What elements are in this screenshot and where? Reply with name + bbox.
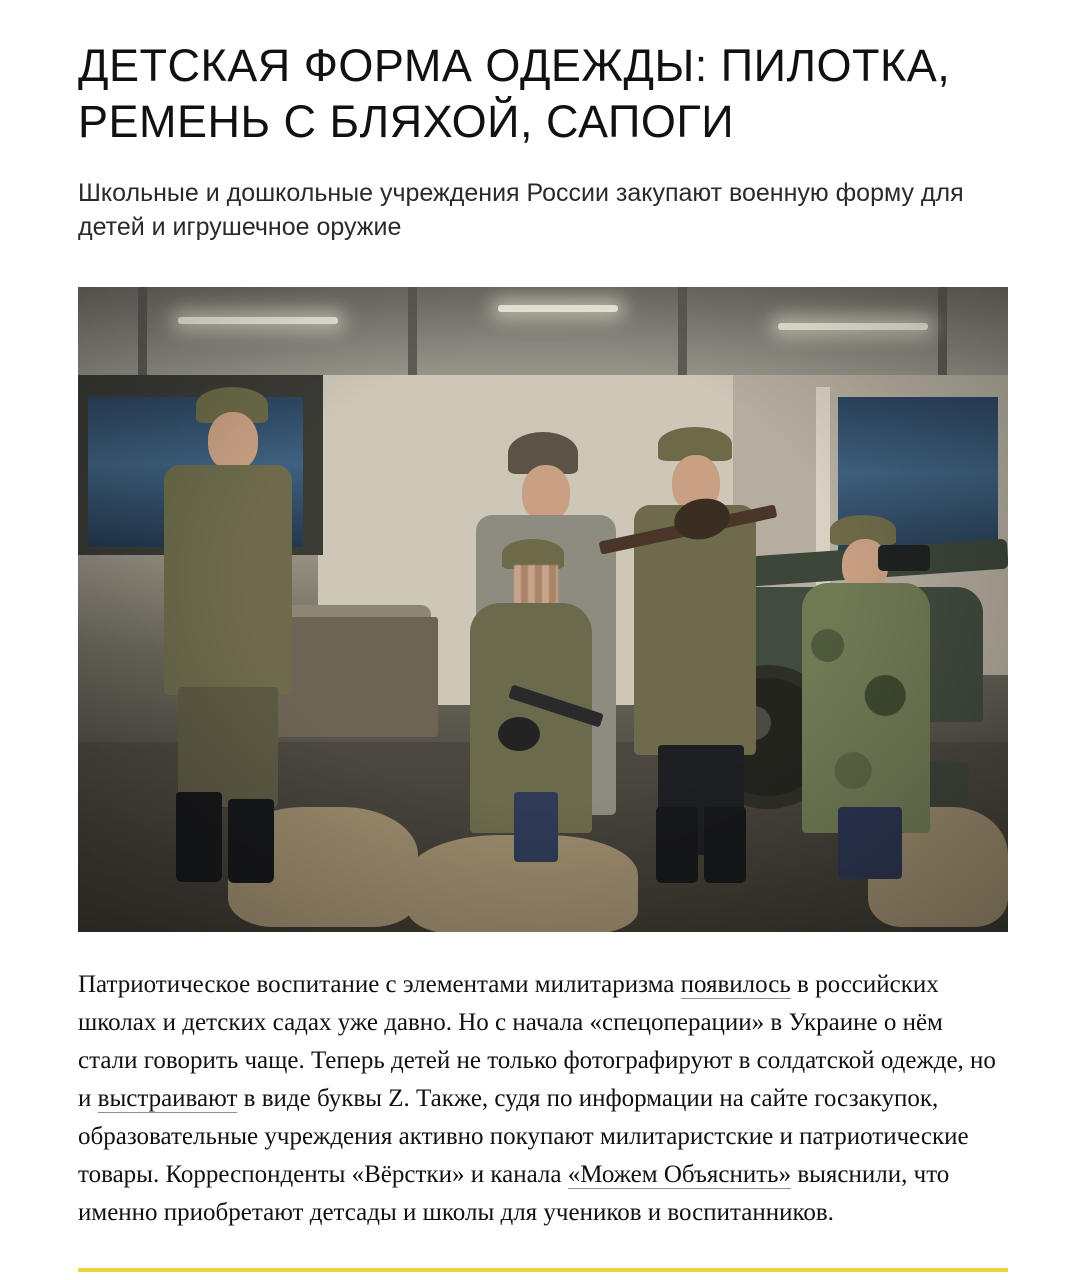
accent-rule [78,1268,1008,1272]
body-link-mozhem-obyasnit[interactable]: «Можем Объяснить» [567,1160,792,1188]
photo-image [78,287,1008,932]
page-title: ДЕТСКАЯ ФОРМА ОДЕЖДЫ: ПИЛОТКА, РЕМЕНЬ С БЛЯХОЙ, САПОГИ [78,40,951,147]
article-standfirst: Школьные и дошкольные учреждения России закупают военную форму для детей и игрушечное оружие [78,178,964,242]
body-link-appeared[interactable]: появилось [680,970,791,998]
body-text-part4: выяснили, что именно приобретают детсады и школы для учеников и воспитанников. [78,1160,950,1226]
article-paragraph [78,966,1008,1232]
body-text-part2: в российских школах и детских садах уже давно. Но с начала «спецоперации» в Украине о нём стали говорить чаще. Теперь детей не только фотографируют в солдатской одежде, но и [78,970,996,1112]
body-text-part3: в виде буквы Z. Также, судя по информации на сайте госзакупок, образовательные учреждения активно покупают милитаристские и патриотические товары. Корреспонденты «Вёрстки» и канала [78,1084,969,1188]
article-body [78,966,1008,1232]
article-photo [78,287,1008,932]
body-link-lineup[interactable]: выстраивают [97,1084,238,1112]
body-text-part1: Патриотическое воспитание с элементами милитаризма [78,970,681,998]
photo-vignette [78,287,1008,932]
